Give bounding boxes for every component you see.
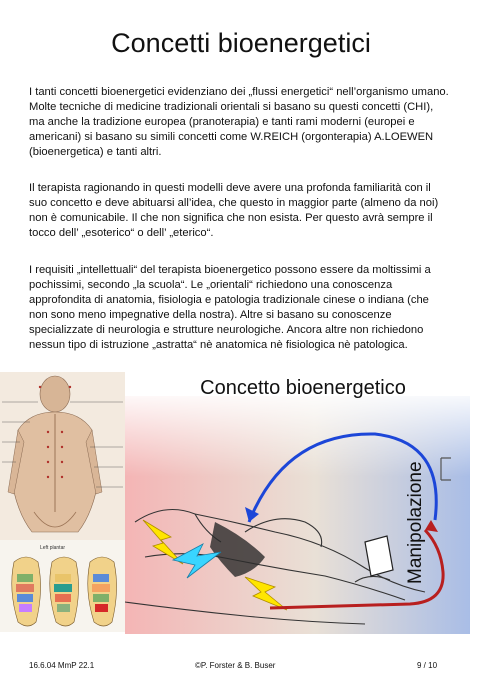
manipolazione-label: Manipolazione	[405, 461, 426, 584]
figure-heading: Concetto bioenergetico	[200, 377, 406, 399]
bioenergetic-concept-illustration	[125, 372, 470, 634]
paragraph-intro: I tanti concetti bioenergetici evidenziano dei „flussi energetici“ nell’organismo umano. Molte tecniche di medicine tradizionali orientali si basano su questi concetti (CHI), ma anche la tradizione europea (pranoterapia) e tanti rami moderni (europei e americani) si basano su simili concetti come W.REICH (orgonterapia) A.LOEWEN (bioenergetica) e tanti altri.	[29, 86, 449, 158]
foot-chart-label: Left plantar	[40, 545, 66, 551]
anatomy-back-illustration	[0, 372, 125, 540]
footer-page-number: 9 / 10	[417, 661, 438, 670]
paragraph-requirements: I requisiti „intellettuali“ del terapista bioenergetico possono essere da moltissimi a pochissimi, secondo „la scuola“. Le „orientali“ richiedono una conoscenza approfondita di anatomia, fisiologia e patologia tradizionale cinese o indiana (che non sono meno impegnative della nostra). Altre si basano su conoscenze specializzate di neurologia e strutture neurologiche. Ancora altre non richiedono nessun tipo di istruzione „astratta“ nè anatomica nè fisiologica nè patologica.	[29, 264, 431, 351]
paragraph-therapist: Il terapista ragionando in questi modelli deve avere una profonda familiarità con il suo concetto e deve abituarsi all’idea, che questo in maggior parte (almeno da noi) non è comunicabile. Il che non significa che non esista. Per questo avrà sempre il tocco dell’ „esoterico“ o dell’ „eterico“.	[29, 182, 439, 239]
page-title: Concetti bioenergetici	[111, 28, 371, 58]
footer-authors: ©P. Forster & B. Buser	[195, 661, 276, 670]
footer-date-code: 16.6.04 MmP 22.1	[29, 661, 95, 670]
foot-reflexology-chart	[0, 540, 125, 632]
